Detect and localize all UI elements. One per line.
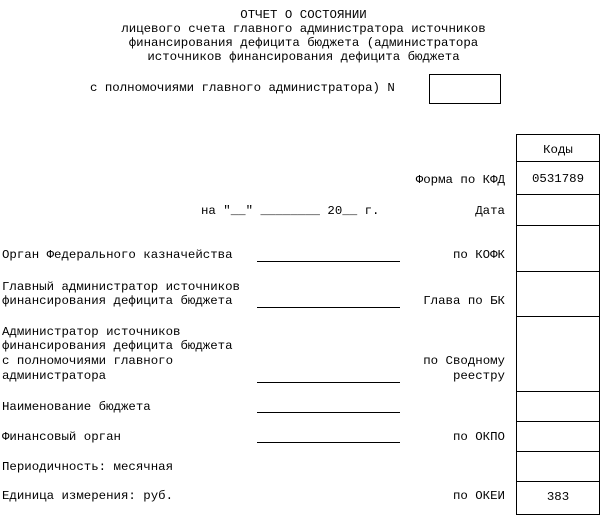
okei-code-value: 383 <box>546 490 570 504</box>
periodicity-label: Периодичность: месячная <box>2 460 174 474</box>
admin-label-4: администратора <box>2 369 107 383</box>
date-label: Дата <box>475 204 505 218</box>
codes-divider <box>517 391 599 392</box>
form-kfd-label: Форма по КФД <box>415 173 505 187</box>
admin-label-3: с полномочиями главного <box>2 354 174 368</box>
date-month-blank[interactable]: ________ <box>260 204 320 218</box>
treasury-input-line[interactable] <box>257 261 400 262</box>
codes-divider <box>517 451 599 452</box>
codes-divider <box>517 271 599 272</box>
codes-divider <box>517 161 599 162</box>
unit-label: Единица измерения: руб. <box>2 489 174 503</box>
report-title: ОТЧЕТ О СОСТОЯНИИ <box>240 8 367 22</box>
svodny-reestr-label: по Сводному <box>423 354 505 368</box>
date-day-blank[interactable]: __ <box>230 204 246 218</box>
budget-name-label: Наименование бюджета <box>2 400 151 414</box>
date-prefix: на " <box>201 204 231 218</box>
codes-table <box>516 134 600 515</box>
okpo-label: по ОКПО <box>452 430 505 444</box>
report-title-line-3: финансирования дефицита бюджета (администратора <box>128 36 479 50</box>
date-suffix: г. <box>357 204 380 218</box>
svodny-reestr-label-2: реестру <box>452 369 505 383</box>
admin-label: Администратор источников <box>2 325 181 339</box>
kofk-label: по КОФК <box>452 248 505 262</box>
codes-divider <box>517 316 599 317</box>
admin-input-line[interactable] <box>257 382 400 383</box>
chief-admin-input-line[interactable] <box>257 307 400 308</box>
codes-header: Коды <box>543 143 573 157</box>
report-title-line-4: источников финансирования дефицита бюджета <box>147 50 460 64</box>
date-year-blank[interactable]: __ <box>342 204 358 218</box>
codes-divider <box>517 481 599 482</box>
report-title-line-5: с полномочиями главного администратора) N <box>90 81 395 95</box>
chief-admin-label: Главный администратор источников <box>2 280 240 294</box>
account-number-field[interactable] <box>429 74 501 104</box>
fin-organ-input-line[interactable] <box>257 442 400 443</box>
date-year-prefix: 20 <box>320 204 343 218</box>
chief-admin-label-2: финансирования дефицита бюджета <box>2 294 233 308</box>
okei-label: по ОКЕИ <box>452 489 505 503</box>
budget-name-input-line[interactable] <box>257 412 400 413</box>
fin-organ-label: Финансовый орган <box>2 430 121 444</box>
date-mid: " <box>245 204 261 218</box>
codes-divider <box>517 225 599 226</box>
codes-divider <box>517 194 599 195</box>
codes-divider <box>517 421 599 422</box>
treasury-label: Орган Федерального казначейства <box>2 248 233 262</box>
report-title-line-2: лицевого счета главного администратора источников <box>121 22 486 36</box>
glava-bk-label: Глава по БК <box>423 294 505 308</box>
admin-label-2: финансирования дефицита бюджета <box>2 339 233 353</box>
form-code-value: 0531789 <box>531 172 585 186</box>
report-date[interactable] <box>201 204 380 218</box>
